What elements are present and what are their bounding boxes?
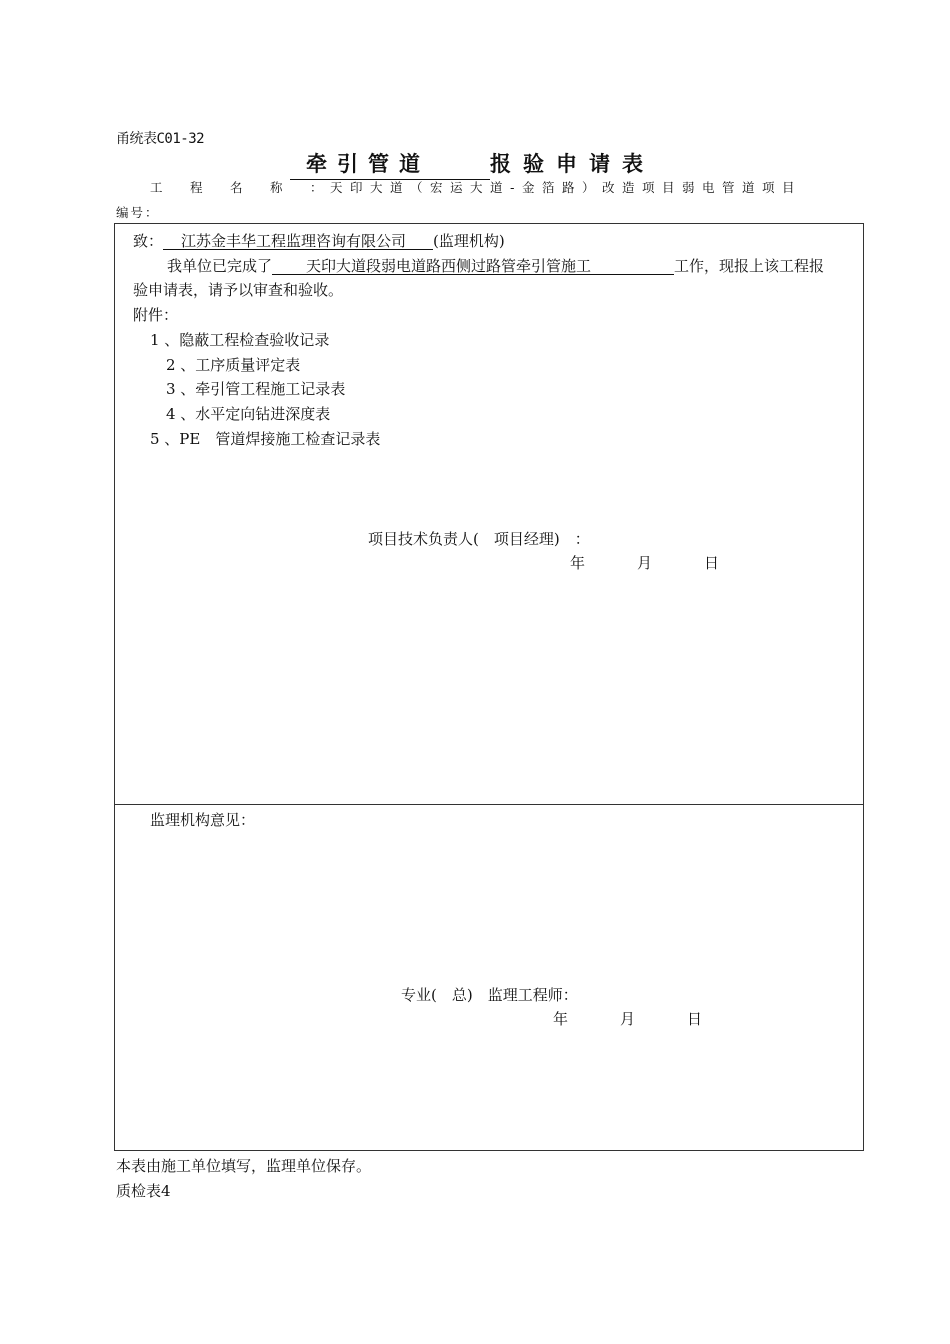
attachment-item: 3 、牵引管工程施工记录表 xyxy=(166,380,346,398)
title-part2: 报验申请表 xyxy=(490,152,655,176)
supervision-opinion-section xyxy=(115,805,863,1150)
project-name-line: 工 程 名 称 ：天印大道（宏运大道-金箔路）改造项目弱电管道项目 xyxy=(150,180,803,195)
attachment-item: 1 、隐蔽工程检查验收记录 xyxy=(150,331,330,349)
attachment-item: 5 、PE 管道焊接施工检查记录表 xyxy=(150,430,381,448)
date-year: 年 xyxy=(570,554,586,572)
attachment-item: 2 、工序质量评定表 xyxy=(166,356,301,374)
date-month: 月 xyxy=(620,1010,636,1028)
page-title xyxy=(290,148,655,180)
date-day: 日 xyxy=(687,1010,703,1028)
date-month: 月 xyxy=(637,554,653,572)
body-suffix: 工作，现报上该工程报 xyxy=(674,257,825,275)
application-form-table xyxy=(114,223,864,1151)
application-section xyxy=(115,224,863,805)
form-code: 甬统表C01-32 xyxy=(116,131,205,147)
attachments-label: 附件： xyxy=(133,306,179,324)
addressee-suffix: (监理机构) xyxy=(433,232,505,250)
footer-code: 质检表4 xyxy=(116,1182,171,1200)
date-year: 年 xyxy=(553,1010,569,1028)
body-prefix: 我单位已完成了 xyxy=(167,257,273,275)
opinion-label: 监理机构意见： xyxy=(150,811,256,829)
attachment-item: 4 、水平定向钻进深度表 xyxy=(166,405,331,423)
title-part1: 牵引管道 xyxy=(290,148,490,180)
supervisor-signer-label: 专业( 总) 监理工程师： xyxy=(401,986,578,1004)
serial-number-label: 编号： xyxy=(116,205,160,220)
addressee-line xyxy=(133,230,505,251)
footer-note: 本表由施工单位填写，监理单位保存。 xyxy=(116,1157,372,1175)
request-body-line2: 验申请表，请予以审查和验收。 xyxy=(133,281,344,299)
request-body-line1 xyxy=(167,255,824,276)
contractor-signer-label: 项目技术负责人( 项目经理) ： xyxy=(368,530,590,548)
addressee-label: 致： xyxy=(133,232,164,250)
date-day: 日 xyxy=(704,554,720,572)
addressee-org: 江苏金丰华工程监理咨询有限公司 xyxy=(163,233,433,250)
completed-work-field: 天印大道段弱电道路西侧过路管牵引管施工 xyxy=(272,258,674,275)
